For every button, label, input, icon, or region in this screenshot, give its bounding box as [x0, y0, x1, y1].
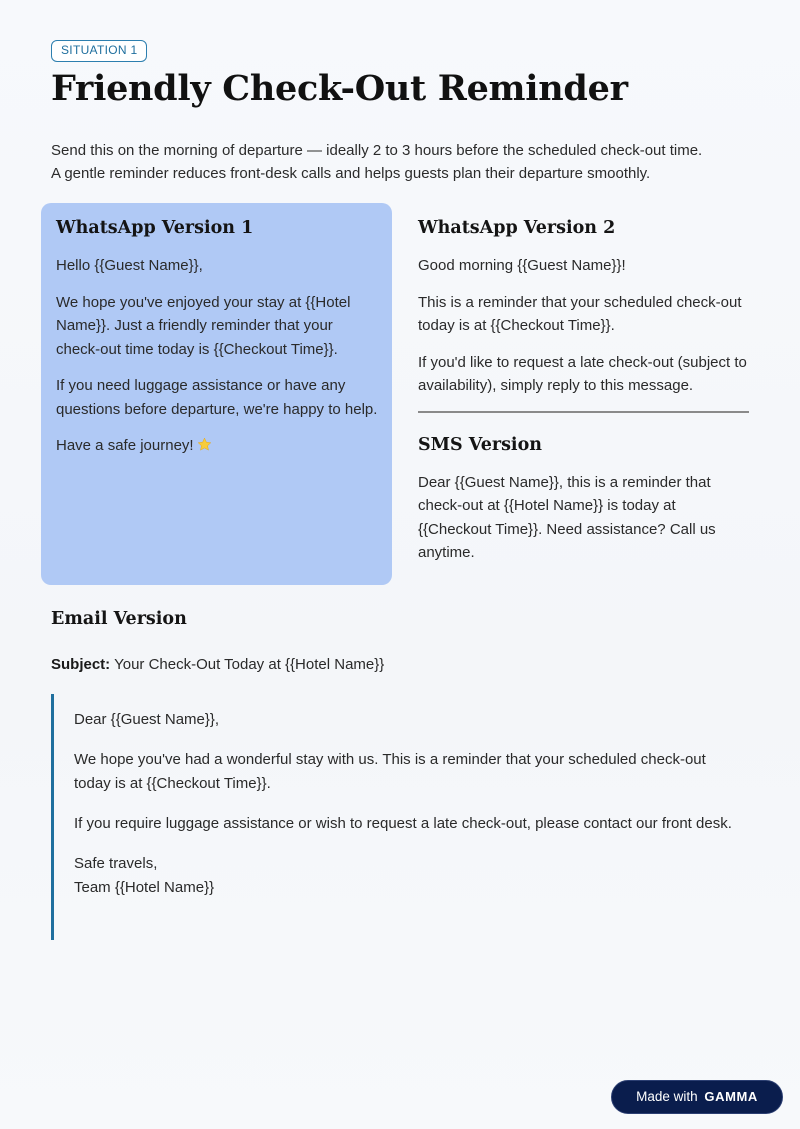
whatsapp-v1-greeting: Hello {{Guest Name}},: [56, 257, 203, 274]
email-sign-off: Safe travels,: [74, 855, 158, 872]
email-subject-line: [51, 653, 751, 676]
situation-badge: SITUATION 1: [51, 40, 147, 62]
section-divider: [418, 411, 749, 413]
whatsapp-v1-paragraph-1: We hope you've enjoyed your stay at {{Hotel Name}}. Just a friendly reminder that your check-out time today is {{Checkout Time}}.: [56, 293, 351, 358]
page-title: Friendly Check-Out Reminder: [51, 68, 628, 109]
whatsapp-v2-heading: WhatsApp Version 2: [418, 218, 616, 238]
email-sign-team: Team {{Hotel Name}}: [74, 879, 215, 896]
made-with-gamma-badge[interactable]: [611, 1080, 783, 1114]
email-paragraph-2: If you require luggage assistance or wish to request a late check-out, please contact our front desk.: [74, 815, 732, 832]
email-greeting: Dear {{Guest Name}},: [74, 711, 220, 728]
intro-line-1: Send this on the morning of departure — ideally 2 to 3 hours before the scheduled check-out time.: [51, 142, 703, 159]
whatsapp-v1-closing-line: [56, 434, 378, 458]
email-signature: [74, 852, 741, 900]
star-emoji-icon: [197, 437, 212, 452]
intro-text: [51, 139, 771, 185]
intro-line-2: A gentle reminder reduces front-desk calls and helps guests plan their departure smoothly.: [51, 165, 651, 182]
email-heading: Email Version: [51, 609, 187, 629]
sms-body: Dear {{Guest Name}}, this is a reminder that check-out at {{Hotel Name}} is today at {{Checkout Time}}. Need assistance? Call us anytime.: [418, 473, 716, 561]
whatsapp-v2-paragraph-2: If you'd like to request a late check-out (subject to availability), simply reply to this message.: [418, 353, 747, 394]
whatsapp-v1-heading: WhatsApp Version 1: [56, 218, 254, 238]
email-subject-label: Subject:: [51, 656, 111, 673]
email-section: [51, 607, 751, 676]
whatsapp-v1-paragraph-2: If you need luggage assistance or have any questions before departure, we're happy to help.: [56, 377, 378, 418]
gamma-logo: GAMMA: [704, 1089, 758, 1104]
email-body-quote: [51, 694, 741, 940]
sms-heading: SMS Version: [418, 434, 542, 455]
made-with-label: Made with: [636, 1089, 698, 1104]
email-subject-value: Your Check-Out Today at {{Hotel Name}}: [114, 656, 385, 673]
right-column: [418, 216, 750, 578]
whatsapp-v1-closing: Have a safe journey!: [56, 437, 194, 454]
email-paragraph-1: We hope you've had a wonderful stay with us. This is a reminder that your scheduled check-out today is at {{Checkout Time}}.: [74, 751, 706, 792]
whatsapp-v2-greeting: Good morning {{Guest Name}}!: [418, 257, 626, 274]
whatsapp-version-1-card: [41, 203, 392, 585]
whatsapp-v2-paragraph-1: This is a reminder that your scheduled check-out today is at {{Checkout Time}}.: [418, 293, 742, 334]
